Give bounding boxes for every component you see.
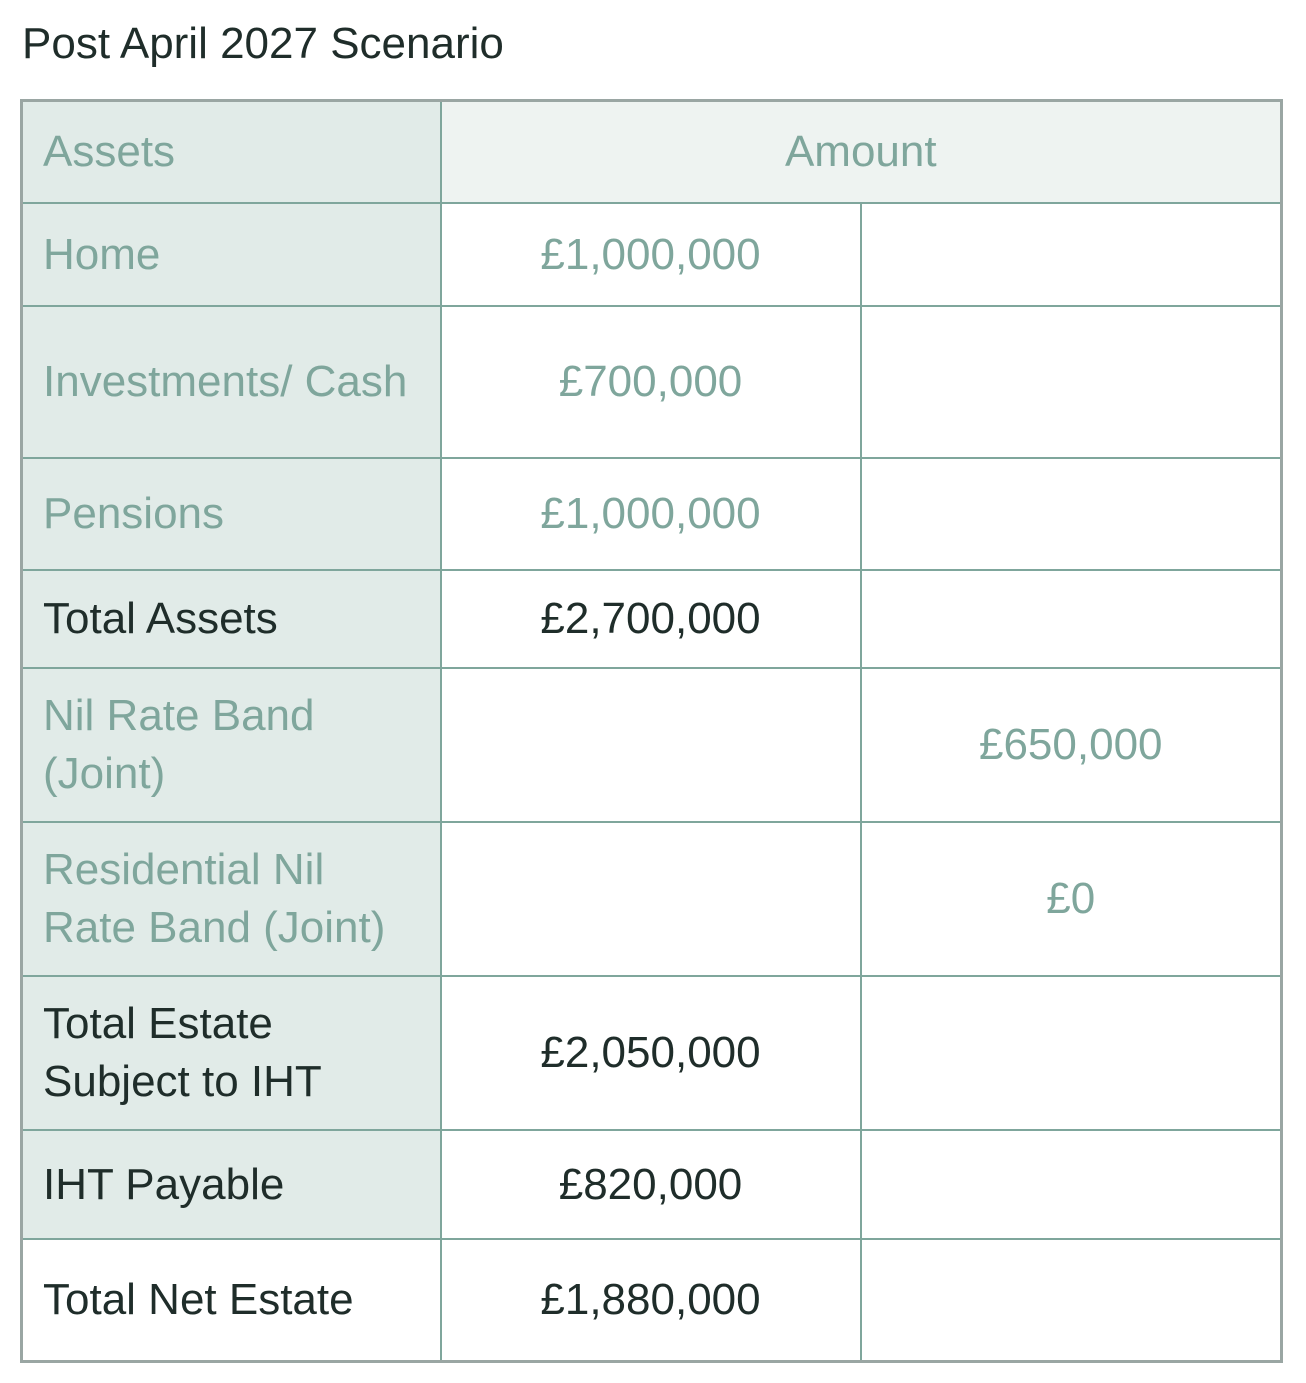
row-amount (441, 822, 861, 976)
row-label: Total Estate Subject to IHT (22, 976, 441, 1130)
table-row (22, 822, 1282, 976)
row-label: Home (22, 203, 441, 306)
row-label: Total Net Estate (22, 1239, 441, 1362)
table-row (22, 570, 1282, 668)
row-label: Investments/ Cash (22, 306, 441, 458)
row-amount: £1,000,000 (441, 458, 861, 570)
table-row (22, 458, 1282, 570)
row-amount: £2,050,000 (441, 976, 861, 1130)
row-amount: £1,000,000 (441, 203, 861, 306)
row-amount: £700,000 (441, 306, 861, 458)
row-allowance (861, 1239, 1282, 1362)
row-allowance (861, 570, 1282, 668)
row-label: Total Assets (22, 570, 441, 668)
table-row (22, 976, 1282, 1130)
page-title: Post April 2027 Scenario (22, 19, 504, 68)
row-label: Residential Nil Rate Band (Joint) (22, 822, 441, 976)
table-row (22, 306, 1282, 458)
row-allowance (861, 458, 1282, 570)
table-header-row (22, 101, 1282, 204)
row-amount: £820,000 (441, 1130, 861, 1239)
table-row (22, 668, 1282, 822)
row-amount: £2,700,000 (441, 570, 861, 668)
row-allowance: £0 (861, 822, 1282, 976)
table-row (22, 1239, 1282, 1362)
header-assets: Assets (22, 101, 441, 204)
row-allowance (861, 203, 1282, 306)
row-label: Nil Rate Band (Joint) (22, 668, 441, 822)
row-label: Pensions (22, 458, 441, 570)
row-amount (441, 668, 861, 822)
header-amount: Amount (441, 101, 1282, 204)
row-allowance (861, 1130, 1282, 1239)
table-row (22, 203, 1282, 306)
row-allowance: £650,000 (861, 668, 1282, 822)
table-row (22, 1130, 1282, 1239)
row-allowance (861, 976, 1282, 1130)
row-allowance (861, 306, 1282, 458)
iht-scenario-table (20, 99, 1283, 1363)
row-amount: £1,880,000 (441, 1239, 861, 1362)
row-label: IHT Payable (22, 1130, 441, 1239)
